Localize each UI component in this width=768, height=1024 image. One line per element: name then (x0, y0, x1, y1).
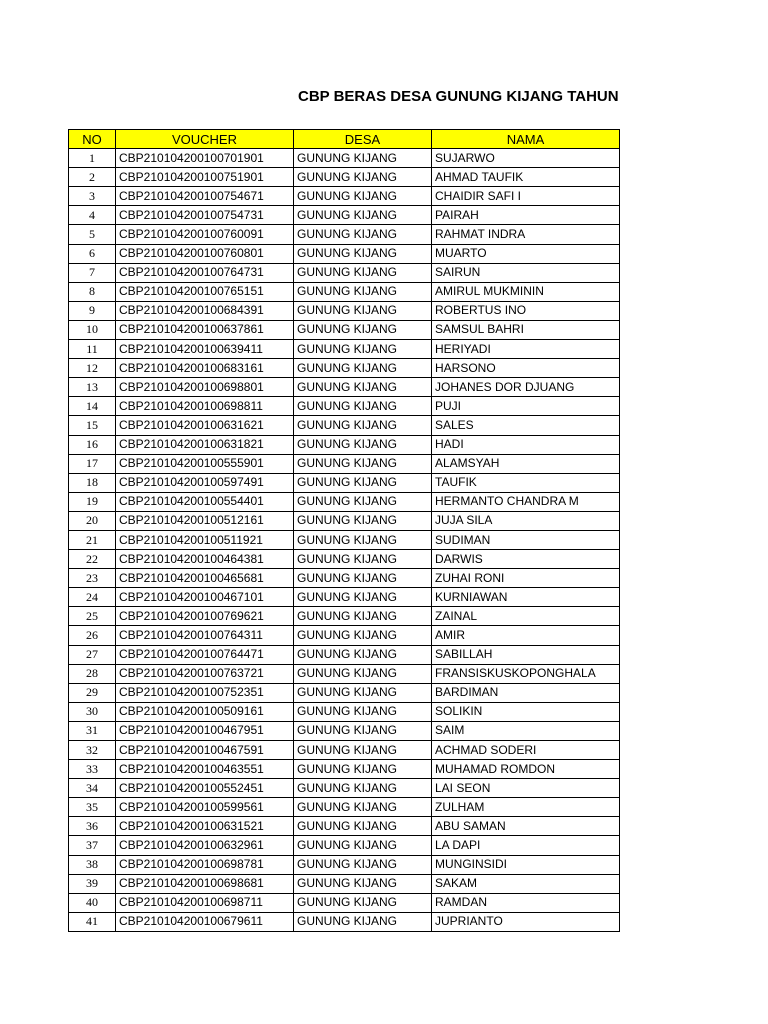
row-no-cell: 33 (69, 760, 116, 779)
table-row (69, 149, 620, 168)
row-desa-cell: GUNUNG KIJANG (294, 416, 432, 435)
row-nama-cell: JUPRIANTO (432, 912, 620, 931)
table-header-row (69, 130, 620, 149)
row-voucher-cell: CBP210104200100763721 (116, 664, 294, 683)
table-row (69, 741, 620, 760)
row-nama-cell: SAMSUL BAHRI (432, 320, 620, 339)
row-desa-cell: GUNUNG KIJANG (294, 492, 432, 511)
row-voucher-cell: CBP210104200100631621 (116, 416, 294, 435)
row-voucher-cell: CBP210104200100467951 (116, 721, 294, 740)
table-row (69, 359, 620, 378)
row-voucher-cell: CBP210104200100467591 (116, 741, 294, 760)
row-desa-cell: GUNUNG KIJANG (294, 320, 432, 339)
row-desa-cell: GUNUNG KIJANG (294, 340, 432, 359)
row-no-cell: 39 (69, 874, 116, 893)
table-row (69, 187, 620, 206)
row-nama-cell: ZULHAM (432, 798, 620, 817)
row-voucher-cell: CBP210104200100467101 (116, 588, 294, 607)
row-no-cell: 24 (69, 588, 116, 607)
table-row (69, 855, 620, 874)
row-desa-cell: GUNUNG KIJANG (294, 244, 432, 263)
row-no-cell: 1 (69, 149, 116, 168)
table-row (69, 702, 620, 721)
row-nama-cell: AMIRUL MUKMININ (432, 282, 620, 301)
table-row (69, 320, 620, 339)
table-row (69, 263, 620, 282)
column-header-nama: NAMA (432, 130, 620, 149)
row-voucher-cell: CBP210104200100552451 (116, 779, 294, 798)
row-voucher-cell: CBP210104200100512161 (116, 511, 294, 530)
table-row (69, 683, 620, 702)
row-desa-cell: GUNUNG KIJANG (294, 530, 432, 549)
row-voucher-cell: CBP210104200100555901 (116, 454, 294, 473)
row-voucher-cell: CBP210104200100769621 (116, 607, 294, 626)
row-desa-cell: GUNUNG KIJANG (294, 206, 432, 225)
table-row (69, 626, 620, 645)
table-row (69, 588, 620, 607)
row-no-cell: 34 (69, 779, 116, 798)
row-voucher-cell: CBP210104200100764731 (116, 263, 294, 282)
row-voucher-cell: CBP210104200100765151 (116, 282, 294, 301)
row-desa-cell: GUNUNG KIJANG (294, 874, 432, 893)
row-no-cell: 15 (69, 416, 116, 435)
row-nama-cell: HARSONO (432, 359, 620, 378)
row-desa-cell: GUNUNG KIJANG (294, 263, 432, 282)
row-nama-cell: ALAMSYAH (432, 454, 620, 473)
row-voucher-cell: CBP210104200100684391 (116, 301, 294, 320)
row-nama-cell: ROBERTUS INO (432, 301, 620, 320)
row-nama-cell: MUHAMAD ROMDON (432, 760, 620, 779)
row-desa-cell: GUNUNG KIJANG (294, 359, 432, 378)
row-voucher-cell: CBP210104200100754671 (116, 187, 294, 206)
row-desa-cell: GUNUNG KIJANG (294, 702, 432, 721)
table-row (69, 607, 620, 626)
row-voucher-cell: CBP210104200100599561 (116, 798, 294, 817)
row-nama-cell: JOHANES DOR DJUANG (432, 378, 620, 397)
row-desa-cell: GUNUNG KIJANG (294, 721, 432, 740)
row-no-cell: 9 (69, 301, 116, 320)
row-nama-cell: HERIYADI (432, 340, 620, 359)
row-voucher-cell: CBP210104200100511921 (116, 530, 294, 549)
table-row (69, 416, 620, 435)
table-row (69, 511, 620, 530)
row-nama-cell: AHMAD TAUFIK (432, 168, 620, 187)
row-no-cell: 11 (69, 340, 116, 359)
row-voucher-cell: CBP210104200100701901 (116, 149, 294, 168)
row-nama-cell: KURNIAWAN (432, 588, 620, 607)
row-desa-cell: GUNUNG KIJANG (294, 760, 432, 779)
row-no-cell: 6 (69, 244, 116, 263)
row-desa-cell: GUNUNG KIJANG (294, 378, 432, 397)
table-row (69, 664, 620, 683)
row-desa-cell: GUNUNG KIJANG (294, 301, 432, 320)
row-voucher-cell: CBP210104200100698711 (116, 893, 294, 912)
row-nama-cell: RAHMAT INDRA (432, 225, 620, 244)
row-no-cell: 4 (69, 206, 116, 225)
row-no-cell: 14 (69, 397, 116, 416)
table-row (69, 836, 620, 855)
row-no-cell: 41 (69, 912, 116, 931)
row-nama-cell: JUJA SILA (432, 511, 620, 530)
row-voucher-cell: CBP210104200100509161 (116, 702, 294, 721)
table-row (69, 282, 620, 301)
row-desa-cell: GUNUNG KIJANG (294, 588, 432, 607)
table-row (69, 645, 620, 664)
row-no-cell: 10 (69, 320, 116, 339)
row-no-cell: 20 (69, 511, 116, 530)
row-desa-cell: GUNUNG KIJANG (294, 798, 432, 817)
column-header-desa: DESA (294, 130, 432, 149)
row-nama-cell: SALES (432, 416, 620, 435)
row-nama-cell: SOLIKIN (432, 702, 620, 721)
row-desa-cell: GUNUNG KIJANG (294, 645, 432, 664)
row-voucher-cell: CBP210104200100632961 (116, 836, 294, 855)
row-no-cell: 5 (69, 225, 116, 244)
row-nama-cell: ACHMAD SODERI (432, 741, 620, 760)
row-nama-cell: CHAIDIR SAFI I (432, 187, 620, 206)
row-nama-cell: SAKAM (432, 874, 620, 893)
row-voucher-cell: CBP210104200100698811 (116, 397, 294, 416)
row-nama-cell: MUNGINSIDI (432, 855, 620, 874)
row-no-cell: 28 (69, 664, 116, 683)
row-no-cell: 26 (69, 626, 116, 645)
table-row (69, 492, 620, 511)
table-row (69, 301, 620, 320)
table-row (69, 779, 620, 798)
row-desa-cell: GUNUNG KIJANG (294, 855, 432, 874)
row-desa-cell: GUNUNG KIJANG (294, 836, 432, 855)
row-nama-cell: MUARTO (432, 244, 620, 263)
row-no-cell: 2 (69, 168, 116, 187)
row-nama-cell: SAIM (432, 721, 620, 740)
table-row (69, 760, 620, 779)
row-no-cell: 21 (69, 530, 116, 549)
row-nama-cell: ZAINAL (432, 607, 620, 626)
row-no-cell: 7 (69, 263, 116, 282)
table-row (69, 798, 620, 817)
row-desa-cell: GUNUNG KIJANG (294, 168, 432, 187)
row-no-cell: 35 (69, 798, 116, 817)
row-no-cell: 13 (69, 378, 116, 397)
column-header-no: NO (69, 130, 116, 149)
table-row (69, 569, 620, 588)
row-voucher-cell: CBP210104200100754731 (116, 206, 294, 225)
table-row (69, 912, 620, 931)
row-voucher-cell: CBP210104200100698781 (116, 855, 294, 874)
row-voucher-cell: CBP210104200100751901 (116, 168, 294, 187)
row-nama-cell: HERMANTO CHANDRA M (432, 492, 620, 511)
row-desa-cell: GUNUNG KIJANG (294, 664, 432, 683)
row-voucher-cell: CBP210104200100631521 (116, 817, 294, 836)
row-voucher-cell: CBP210104200100764311 (116, 626, 294, 645)
row-nama-cell: DARWIS (432, 550, 620, 569)
recipient-table (68, 129, 620, 932)
row-desa-cell: GUNUNG KIJANG (294, 454, 432, 473)
table-row (69, 206, 620, 225)
row-desa-cell: GUNUNG KIJANG (294, 473, 432, 492)
row-no-cell: 37 (69, 836, 116, 855)
table-row (69, 244, 620, 263)
table-row (69, 530, 620, 549)
row-desa-cell: GUNUNG KIJANG (294, 225, 432, 244)
row-no-cell: 32 (69, 741, 116, 760)
column-header-voucher: VOUCHER (116, 130, 294, 149)
row-voucher-cell: CBP210104200100760801 (116, 244, 294, 263)
row-voucher-cell: CBP210104200100637861 (116, 320, 294, 339)
table-row (69, 893, 620, 912)
row-desa-cell: GUNUNG KIJANG (294, 569, 432, 588)
row-no-cell: 30 (69, 702, 116, 721)
row-nama-cell: FRANSISKUSKOPONGHALA (432, 664, 620, 683)
row-nama-cell: SUDIMAN (432, 530, 620, 549)
row-desa-cell: GUNUNG KIJANG (294, 817, 432, 836)
row-voucher-cell: CBP210104200100463551 (116, 760, 294, 779)
table-row (69, 721, 620, 740)
row-nama-cell: ZUHAI RONI (432, 569, 620, 588)
row-voucher-cell: CBP210104200100698681 (116, 874, 294, 893)
row-voucher-cell: CBP210104200100752351 (116, 683, 294, 702)
row-desa-cell: GUNUNG KIJANG (294, 912, 432, 931)
row-no-cell: 40 (69, 893, 116, 912)
row-voucher-cell: CBP210104200100631821 (116, 435, 294, 454)
row-desa-cell: GUNUNG KIJANG (294, 435, 432, 454)
row-nama-cell: LA DAPI (432, 836, 620, 855)
table-row (69, 435, 620, 454)
row-desa-cell: GUNUNG KIJANG (294, 683, 432, 702)
row-nama-cell: PUJI (432, 397, 620, 416)
table-row (69, 454, 620, 473)
row-no-cell: 8 (69, 282, 116, 301)
row-no-cell: 16 (69, 435, 116, 454)
row-no-cell: 27 (69, 645, 116, 664)
row-nama-cell: SAIRUN (432, 263, 620, 282)
row-nama-cell: PAIRAH (432, 206, 620, 225)
row-no-cell: 22 (69, 550, 116, 569)
row-desa-cell: GUNUNG KIJANG (294, 626, 432, 645)
row-no-cell: 3 (69, 187, 116, 206)
row-nama-cell: LAI SEON (432, 779, 620, 798)
row-desa-cell: GUNUNG KIJANG (294, 741, 432, 760)
row-nama-cell: TAUFIK (432, 473, 620, 492)
row-no-cell: 23 (69, 569, 116, 588)
row-no-cell: 17 (69, 454, 116, 473)
row-voucher-cell: CBP210104200100597491 (116, 473, 294, 492)
row-desa-cell: GUNUNG KIJANG (294, 511, 432, 530)
row-nama-cell: HADI (432, 435, 620, 454)
row-nama-cell: RAMDAN (432, 893, 620, 912)
row-no-cell: 18 (69, 473, 116, 492)
row-voucher-cell: CBP210104200100639411 (116, 340, 294, 359)
document-title: CBP BERAS DESA GUNUNG KIJANG TAHUN (298, 88, 619, 105)
row-voucher-cell: CBP210104200100464381 (116, 550, 294, 569)
row-no-cell: 12 (69, 359, 116, 378)
row-nama-cell: SABILLAH (432, 645, 620, 664)
row-voucher-cell: CBP210104200100465681 (116, 569, 294, 588)
row-no-cell: 29 (69, 683, 116, 702)
row-nama-cell: ABU SAMAN (432, 817, 620, 836)
row-no-cell: 38 (69, 855, 116, 874)
row-desa-cell: GUNUNG KIJANG (294, 607, 432, 626)
row-no-cell: 25 (69, 607, 116, 626)
table-row (69, 168, 620, 187)
table-row (69, 225, 620, 244)
row-nama-cell: BARDIMAN (432, 683, 620, 702)
row-no-cell: 31 (69, 721, 116, 740)
row-desa-cell: GUNUNG KIJANG (294, 149, 432, 168)
row-voucher-cell: CBP210104200100764471 (116, 645, 294, 664)
row-voucher-cell: CBP210104200100683161 (116, 359, 294, 378)
row-no-cell: 19 (69, 492, 116, 511)
table-row (69, 340, 620, 359)
table-row (69, 473, 620, 492)
table-row (69, 378, 620, 397)
table-row (69, 397, 620, 416)
row-desa-cell: GUNUNG KIJANG (294, 282, 432, 301)
row-desa-cell: GUNUNG KIJANG (294, 779, 432, 798)
row-desa-cell: GUNUNG KIJANG (294, 550, 432, 569)
row-desa-cell: GUNUNG KIJANG (294, 187, 432, 206)
row-nama-cell: AMIR (432, 626, 620, 645)
row-desa-cell: GUNUNG KIJANG (294, 893, 432, 912)
row-desa-cell: GUNUNG KIJANG (294, 397, 432, 416)
row-nama-cell: SUJARWO (432, 149, 620, 168)
row-voucher-cell: CBP210104200100679611 (116, 912, 294, 931)
row-voucher-cell: CBP210104200100760091 (116, 225, 294, 244)
table-row (69, 550, 620, 569)
row-voucher-cell: CBP210104200100698801 (116, 378, 294, 397)
table-row (69, 817, 620, 836)
table-row (69, 874, 620, 893)
row-voucher-cell: CBP210104200100554401 (116, 492, 294, 511)
row-no-cell: 36 (69, 817, 116, 836)
